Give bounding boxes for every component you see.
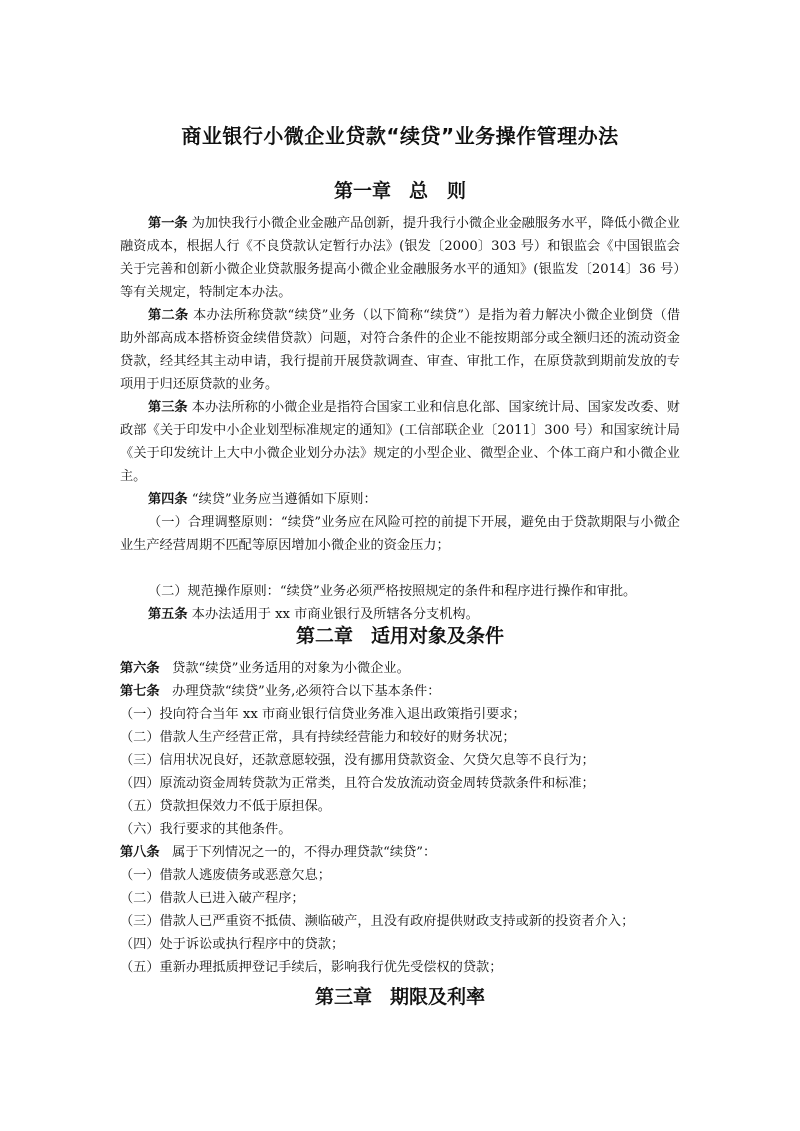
list-item: （四）处于诉讼或执行程序中的贷款； — [120, 937, 345, 952]
article-label: 第四条 — [148, 492, 188, 507]
document-title: 商业银行小微企业贷款“续贷”业务操作管理办法 — [181, 124, 619, 148]
article-text: 属于下列情况之一的，不得办理贷款“续贷”： — [172, 845, 437, 860]
article-label: 第七条 — [120, 684, 160, 699]
article-label: 第二条 — [148, 308, 189, 323]
chapter-1-heading — [0, 176, 800, 203]
chapter-name: 适用对象及条件 — [371, 625, 505, 647]
chapter-name: 期限及利率 — [390, 986, 486, 1008]
article-label: 第一条 — [148, 216, 188, 231]
list-item: （三）信用状况良好，还款意愿较强，没有挪用贷款资金、欠贷欠息等不良行为； — [120, 753, 595, 768]
list-item: （二）借款人生产经营正常，具有持续经营能力和较好的财务状况； — [120, 730, 516, 745]
chapter-number: 第一章 — [333, 180, 391, 202]
chapter-name: 总 则 — [409, 180, 467, 202]
article-text: 本办法适用于 xx 市商业银行及所辖各分支机构。 — [191, 607, 479, 622]
list-item: （五）贷款担保效力不低于原担保。 — [120, 799, 331, 814]
article-text: 本办法所称的小微企业是指符合国家工业和信息化部、国家统计局、国家发改委、财政部《关于印发中小企业划型标准规定的通知》(工信部联企业〔2011〕300 号）和国家统计局《关于印发统计上大中小微企业划分办法》规定的小型企业、微型企业、个体工商户和小微企业主。 — [120, 400, 680, 484]
chapter-2-body — [120, 657, 680, 979]
article-label: 第三条 — [148, 400, 188, 415]
list-item: （四）原流动资金周转贷款为正常类，且符合发放流动资金周转贷款条件和标准； — [120, 776, 595, 791]
article-label: 第五条 — [148, 607, 188, 622]
list-item: （一）借款人逃废债务或恶意欠息； — [120, 868, 331, 883]
article-4-item-1: （一）合理调整原则：“续贷”业务应在风险可控的前提下开展，避免由于贷款期限与小微企业生产经营周期不匹配等原因增加小微企业的资金压力； — [120, 515, 680, 553]
list-item: （五）重新办理抵质押登记手续后，影响我行优先受偿权的贷款； — [120, 960, 503, 975]
article-4-item-2: （二）规范操作原则：“续贷”业务必须严格按照规定的条件和程序进行操作和审批。 — [148, 584, 637, 599]
article-1 — [120, 212, 680, 304]
article-2 — [120, 304, 680, 396]
article-4 — [120, 488, 680, 511]
article-text: 办理贷款“续贷”业务,必须符合以下基本条件： — [172, 684, 441, 699]
list-item: （六）我行要求的其他条件。 — [120, 822, 292, 837]
chapter-number: 第三章 — [314, 986, 372, 1008]
article-text: 本办法所称贷款“续贷”业务（以下简称“续贷”）是指为着力解决小微企业倒贷（借助外部高成本搭桥资金续借贷款）问题，对符合条件的企业不能按期部分或全额归还的流动资金贷款，经其经其主动申请，我行提前开展贷款调查、审查、审批工作，在原贷款到期前发放的专项用于归还原贷款的业务。 — [120, 308, 681, 392]
article-3 — [120, 396, 680, 488]
article-8 — [120, 841, 680, 864]
chapter-number: 第二章 — [295, 625, 353, 647]
article-text: 为加快我行小微企业金融产品创新，提升我行小微企业金融服务水平，降低小微企业融资成本，根据人行《不良贷款认定暂行办法》(银发〔2000〕303 号）和银监会《中国银监会关于完善和创新小微企业贷款服务提高小微企业金融服务水平的通知》(银监发〔2014〕36 号）等有关规定，特制定本办法。 — [120, 216, 680, 300]
chapter-1-body — [120, 212, 680, 626]
article-label: 第八条 — [120, 845, 160, 860]
article-6 — [120, 657, 680, 680]
list-item: （三）借款人已严重资不抵债、濒临破产，且没有政府提供财政支持或新的投资者介入； — [120, 914, 635, 929]
chapter-3-heading — [0, 982, 800, 1009]
chapter-2-heading — [0, 621, 800, 648]
list-item: （一）投向符合当年 xx 市商业银行信贷业务准入退出政策指引要求； — [120, 707, 526, 722]
article-text: “续贷”业务应当遵循如下原则： — [191, 492, 377, 507]
article-7 — [120, 680, 680, 703]
article-label: 第六条 — [120, 661, 160, 676]
article-text: 贷款“续贷”业务适用的对象为小微企业。 — [172, 661, 410, 676]
list-item: （二）借款人已进入破产程序； — [120, 891, 305, 906]
